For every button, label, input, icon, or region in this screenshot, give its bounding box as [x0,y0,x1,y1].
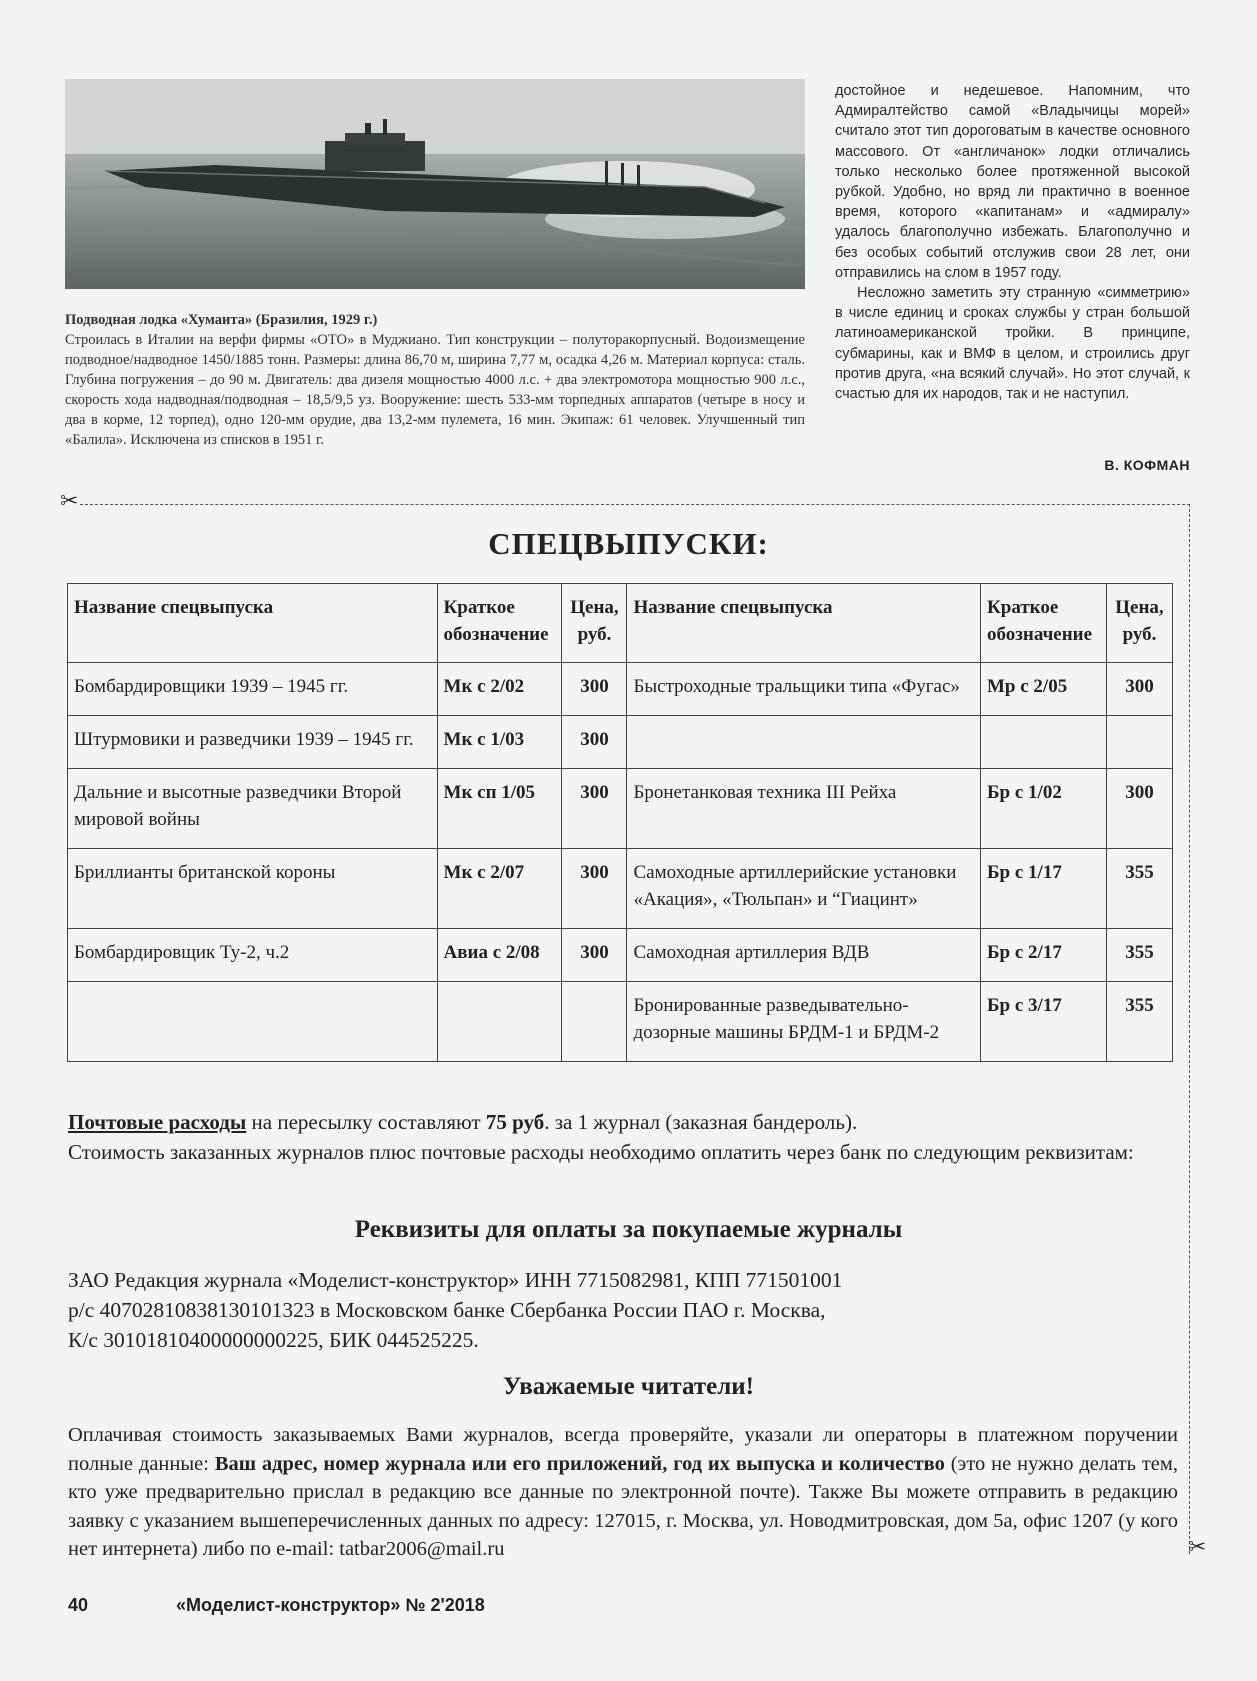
special-code: Мк с 2/02 [437,663,562,716]
article-author: В. КОФМАН [1104,457,1190,473]
special-code: Мк сп 1/05 [437,769,562,849]
page-footer [68,1595,485,1616]
special-price: 300 [562,663,627,716]
special-code [437,982,562,1062]
special-name: Бронированные разведывательно-дозорные машины БРДМ-1 и БРДМ-2 [627,982,981,1062]
special-name: Самоходная артиллерия ВДВ [627,929,981,982]
special-price [1106,716,1172,769]
special-name [627,716,981,769]
special-name: Бриллианты британской короны [68,849,438,929]
special-price: 300 [1106,769,1172,849]
readers-notice [68,1421,1178,1564]
header-price: Цена, руб. [562,584,627,663]
header-code: Краткое обозначение [437,584,562,663]
postage-text-1: на пересылку составляют [246,1110,486,1134]
special-price: 300 [1106,663,1172,716]
header-code: Краткое обозначение [981,584,1107,663]
special-name: Быстроходные тральщики типа «Фугас» [627,663,981,716]
special-price: 355 [1106,849,1172,929]
table-header-row [68,584,1173,663]
special-code: Бр с 1/17 [981,849,1107,929]
submarine-illustration [65,79,805,289]
specials-title: СПЕЦВЫПУСКИ: [488,526,769,561]
special-name: Самоходные артиллерийские установки «Акация», «Тюльпан» и “Гиацинт» [627,849,981,929]
specials-table [67,583,1173,1062]
photo-caption [65,310,805,450]
special-price [562,982,627,1062]
postage-text-3: Стоимость заказанных журналов плюс почтовые расходы необходимо оплатить через банк по следующим реквизитам: [68,1140,1134,1164]
special-price: 355 [1106,982,1172,1062]
table-row [68,663,1173,716]
requisites-title: Реквизиты для оплаты за покупаемые журналы [354,1216,903,1243]
special-code: Бр с 1/02 [981,769,1107,849]
special-name: Штурмовики и разведчики 1939 – 1945 гг. [68,716,438,769]
special-price: 300 [562,769,627,849]
special-price: 300 [562,849,627,929]
header-name: Название спецвыпуска [68,584,438,663]
readers-bold: Ваш адрес, номер журнала или его приложений, год их выпуска и количество [214,1452,945,1475]
postage-text-2: . за 1 журнал (заказная бандероль). [544,1110,858,1134]
special-name [68,982,438,1062]
table-row [68,716,1173,769]
requisites-line-1: ЗАО Редакция журнала «Моделист-конструктор» ИНН 7715082981, КПП 771501001 [68,1268,843,1292]
requisites-line-3: К/с 30101810400000000225, БИК 044525225. [68,1328,479,1352]
special-name: Дальние и высотные разведчики Второй мировой войны [68,769,438,849]
table-row [68,929,1173,982]
postage-amount: 75 руб [485,1110,545,1134]
page-number: 40 [68,1595,89,1615]
caption-title: Подводная лодка «Хумаита» (Бразилия, 1929 г.) [65,312,378,328]
requisites-line-2: р/с 40702810838130101323 в Московском банке Сбербанка России ПАО г. Москва, [68,1298,826,1322]
readers-text-1: Оплачивая стоимость заказываемых Вами журналов, всегда проверяйте, указали ли операторы в платежном поручении полные данные: [68,1424,1178,1475]
submarine-photo [65,79,805,289]
article-paragraph-2: Несложно заметить эту странную «симметрию» в числе единиц и сроках службы у стран большой латиноамериканской тройки. В принципе, субмарины, как и ВМФ в целом, и строились друг против друга, «на всякий случай». Но этот случай, к счастью для их народов, так и не наступил. [835,285,1190,403]
table-row [68,982,1173,1062]
readers-text-2: (это не нужно делать тем, кто уже предварительно прислал в редакцию все данные по электронной почте). Также Вы можете отправить в редакцию заявку с указанием вышеперечисленных данных по адресу: 127015, г. Москва, ул. Новодмитровская, дом 5а, офис 1207 (у кого нет интернета) либо по e-mail: tatbar2006@mail.ru [68,1452,1178,1560]
requisites-block [68,1265,1178,1355]
table-row [68,849,1173,929]
postage-label: Почтовые расходы [68,1110,247,1134]
special-code: Авиа с 2/08 [437,929,562,982]
special-name: Бомбардировщики 1939 – 1945 гг. [68,663,438,716]
scissors-icon: ✂ [1188,1534,1207,1559]
article-text [835,81,1190,404]
caption-body: Строилась в Италии на верфи фирмы «ОТО» в Муджиано. Тип конструкции – полуторакорпусный. Водоизмещение подводное/надводное 1450/1885 тонн. Размеры: длина 86,70 м, ширина 7,77 м, осадка 4,26 м. Материал корпуса: сталь. Глубина погружения – до 90 м. Двигатель: два дизеля мощностью 4000 л.с. + два электромотора мощностью 900 л.с., скорость хода надводная/подводная – 18,5/9,5 уз. Вооружение: шесть 533-мм торпедных аппаратов (четыре в носу и два в корме, 12 торпед), одно 120-мм орудие, два 13,2-мм пулемета, 16 мин. Экипаж: 61 человек. Улучшенный тип «Балила». Исключена из списков в 1951 г. [65,332,805,448]
special-code: Мк с 2/07 [437,849,562,929]
scissors-icon: ✂ [60,488,79,513]
special-name: Бронетанковая техника III Рейха [627,769,981,849]
special-name: Бомбардировщик Ту-2, ч.2 [68,929,438,982]
header-name: Название спецвыпуска [627,584,981,663]
special-code: Бр с 2/17 [981,929,1107,982]
header-price: Цена, руб. [1106,584,1172,663]
special-code [981,716,1107,769]
postage-info [68,1107,1178,1167]
table-row [68,769,1173,849]
special-code: Мк с 1/03 [437,716,562,769]
cut-line-horizontal [80,504,1190,505]
magazine-title: «Моделист-конструктор» № 2'2018 [176,1595,485,1615]
special-price: 300 [562,929,627,982]
special-price: 300 [562,716,627,769]
article-paragraph-1: достойное и недешевое. Напомним, что Адмиралтейство самой «Владычицы морей» считало этот тип дороговатым в качестве основного массового. От «англичанок» лодки отличались только несколько более протяженной высокой рубкой. Удобно, но вряд ли практично в военное время, которого «капитанам» и «адмиралу» удалось благополучно избежать. Благополучно и без особых событий отслужив свои 28 лет, они отправились на слом в 1957 году. [835,83,1190,281]
special-code: Мр с 2/05 [981,663,1107,716]
special-price: 355 [1106,929,1172,982]
readers-title: Уважаемые читатели! [503,1373,754,1400]
special-code: Бр с 3/17 [981,982,1107,1062]
